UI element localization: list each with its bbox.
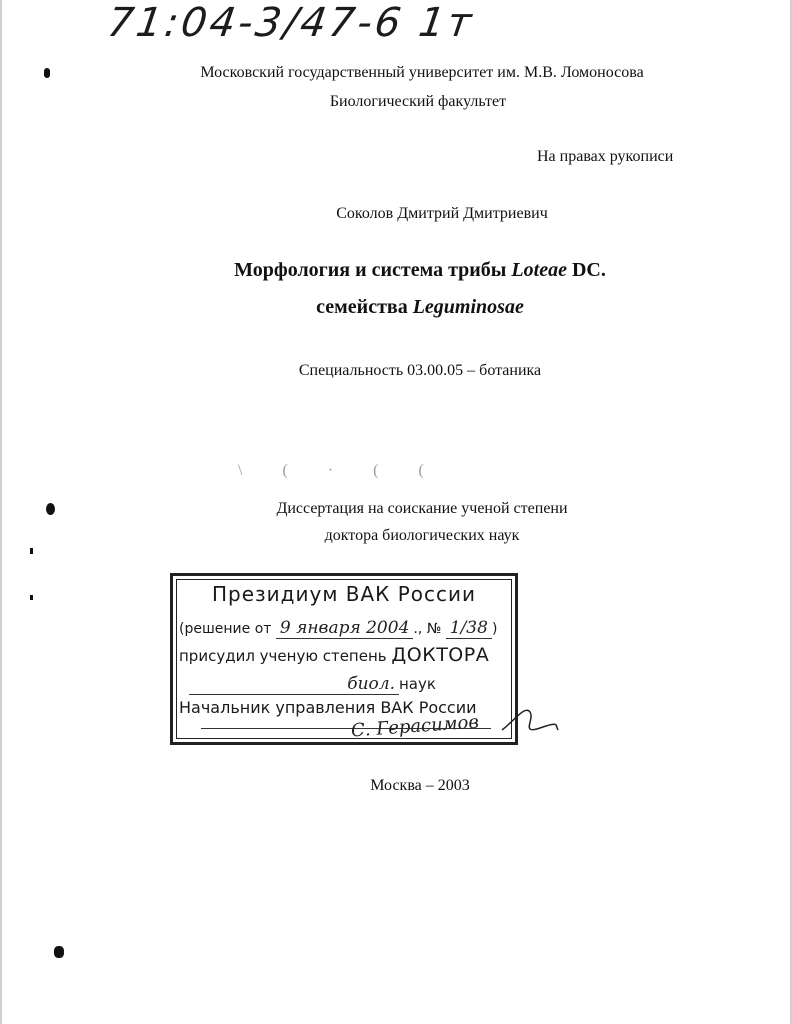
decision-number-label: ., №: [413, 621, 442, 637]
title-suffix: DC.: [566, 259, 606, 281]
decision-date: 9 января 2004: [276, 618, 414, 639]
archive-code: 71:04-3/47-6 1т: [104, 0, 478, 46]
stamp-awarded: [179, 644, 489, 666]
faculty-name: Биологический факультет: [329, 93, 507, 110]
scan-mark: \ (: [238, 462, 306, 479]
stamp-decision: [179, 618, 497, 638]
scan-mark: · ( (: [327, 462, 442, 479]
awarded-degree: ДОКТОРА: [391, 644, 490, 666]
university-name: Московский государственный университет им. М.В. Ломоносова: [200, 64, 644, 81]
awarded-prefix: присудил ученую степень: [179, 647, 387, 665]
degree-line-1: Диссертация на соискание ученой степени: [276, 500, 568, 517]
title-text: Морфология и система трибы: [234, 259, 512, 281]
thesis-title-line-1: [24, 259, 792, 282]
scan-edge-left: [0, 0, 2, 1024]
signature-flourish: [500, 700, 560, 740]
decision-prefix: (решение от: [179, 621, 272, 637]
stamp-chief-title: Начальник управления ВАК России: [179, 698, 477, 717]
decision-suffix: ): [491, 621, 498, 637]
city-year: Москва – 2003: [370, 777, 470, 794]
scan-blot: [30, 548, 33, 554]
scan-blot: [30, 595, 33, 600]
title-latin-family: Leguminosae: [412, 296, 524, 318]
science-field: биол.: [347, 674, 395, 694]
title-text: семейства: [316, 296, 413, 318]
author-name: Соколов Дмитрий Дмитриевич: [336, 205, 548, 222]
signature: С. Герасимов: [350, 711, 480, 742]
decision-number: 1/38: [446, 618, 492, 639]
science-field-line: [189, 674, 399, 695]
thesis-title-line-2: [24, 296, 792, 319]
scan-blot: [54, 946, 64, 958]
title-latin-tribe: Loteae: [511, 259, 567, 281]
science-suffix: наук: [399, 675, 436, 693]
specialty: Специальность 03.00.05 – ботаника: [298, 362, 542, 379]
stamp-science: [189, 674, 507, 695]
manuscript-note: На правах рукописи: [537, 148, 674, 165]
stamp-title: Президиум ВАК России: [211, 582, 477, 606]
degree-line-2: доктора биологических наук: [324, 527, 520, 544]
vak-stamp: [170, 573, 518, 745]
faint-scan-marks: [238, 462, 442, 480]
